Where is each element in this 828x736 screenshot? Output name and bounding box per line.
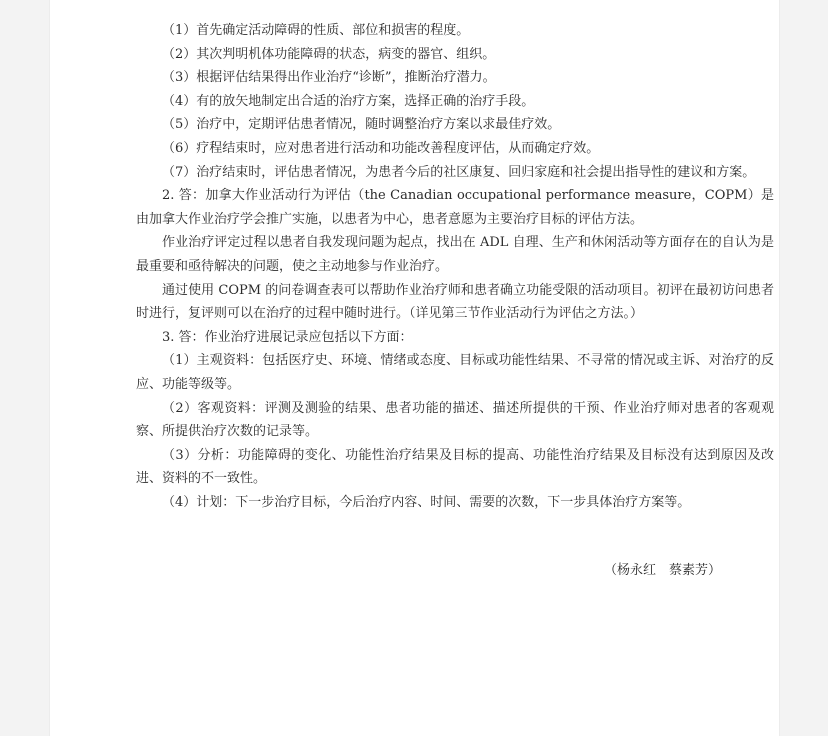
paragraph: （5）治疗中，定期评估患者情况，随时调整治疗方案以求最佳疗效。: [162, 117, 561, 133]
document-page: [50, 0, 779, 736]
paragraph: 作业治疗评定过程以患者自我发现问题为起点，找出在 ADL 自理、生产和休闲活动等方面存在的自认为是最重要和亟待解决的问题，使之主动地参与作业治疗。: [136, 235, 774, 274]
document-body: [136, 19, 774, 514]
paragraph: （7）治疗结束时，评估患者情况，为患者今后的社区康复、回归家庭和社会提出指导性的建议和方案。: [162, 164, 756, 180]
paragraph: 3. 答：作业治疗进展记录应包括以下方面：: [162, 329, 413, 345]
paragraph: （2）客观资料：评测及测验的结果、患者功能的描述、描述所提供的干预、作业治疗师对患者的客观观察、所提供治疗次数的记录等。: [136, 400, 774, 440]
paragraph: （4）计划：下一步治疗目标，今后治疗内容、时间、需要的次数，下一步具体治疗方案等。: [162, 494, 691, 510]
paragraph: （3）根据评估结果得出作业治疗“诊断”，推断治疗潜力。: [162, 70, 496, 86]
paragraph: 2. 答：加拿大作业活动行为评估（the Canadian occupational performance measure，COPM）是由加拿大作业治疗学会推广实施，以患者为中心，患者意愿为主要治疗目标的评估方法。: [136, 188, 774, 227]
author-signature: （杨永红 蔡素芳）: [603, 563, 721, 578]
paragraph: （1）首先确定活动障碍的性质、部位和损害的程度。: [162, 23, 470, 38]
paragraph: （4）有的放矢地制定出合适的治疗方案，选择正确的治疗手段。: [162, 93, 535, 109]
paragraph: （1）主观资料：包括医疗史、环境、情绪或态度、目标或功能性结果、不寻常的情况或主诉、对治疗的反应、功能等级等。: [136, 353, 774, 392]
paragraph: （3）分析：功能障碍的变化、功能性治疗结果及目标的提高、功能性治疗结果及目标没有达到原因及改进、资料的不一致性。: [136, 447, 774, 487]
paragraph: （2）其次判明机体功能障碍的状态，病变的器官、组织。: [162, 46, 496, 62]
paragraph: 通过使用 COPM 的问卷调查表可以帮助作业治疗师和患者确立功能受限的活动项目。初评在最初访问患者时进行，复评则可以在治疗的过程中随时进行。（详见第三节作业活动行为评估之方法。）: [136, 282, 774, 322]
paragraph: （6）疗程结束时，应对患者进行活动和功能改善程度评估，从而确定疗效。: [162, 140, 600, 156]
